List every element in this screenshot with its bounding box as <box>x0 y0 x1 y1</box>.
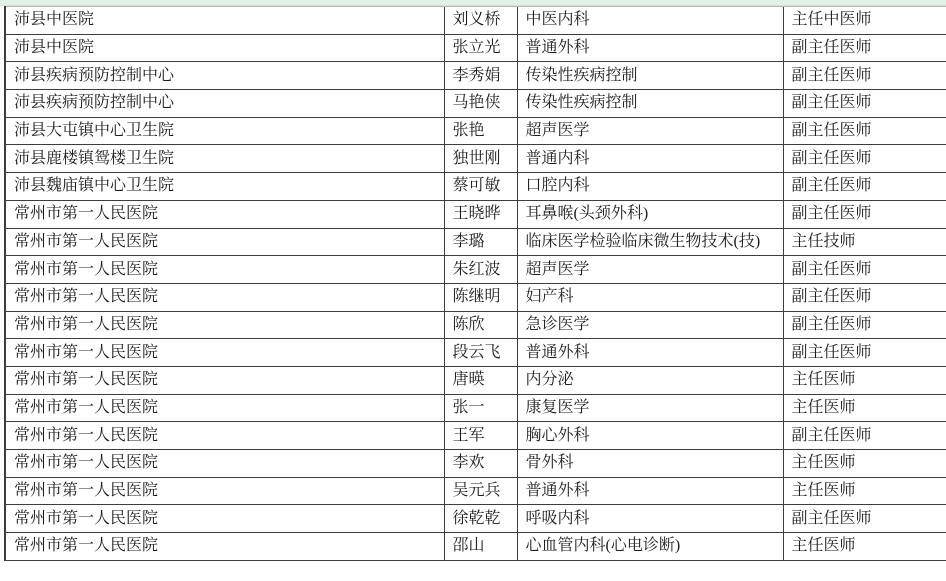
person-name-cell: 李欢 <box>444 450 517 478</box>
personnel-table <box>4 6 946 561</box>
department-cell: 急诊医学 <box>517 311 783 339</box>
department-cell: 中医内科 <box>517 7 783 35</box>
person-name-cell: 陈欣 <box>444 311 517 339</box>
department-cell: 内分泌 <box>517 366 783 394</box>
department-cell: 传染性疾病控制 <box>517 62 783 90</box>
professional-title-cell: 副主任医师 <box>783 283 946 311</box>
person-name-cell: 李秀娟 <box>444 62 517 90</box>
person-name-cell: 段云飞 <box>444 339 517 367</box>
table-row <box>5 422 946 450</box>
department-cell: 骨外科 <box>517 450 783 478</box>
person-name-cell: 张艳 <box>444 117 517 145</box>
person-name-cell: 徐乾乾 <box>444 505 517 533</box>
person-name-cell: 王晓晔 <box>444 200 517 228</box>
hospital-cell: 常州市第一人民医院 <box>5 283 444 311</box>
professional-title-cell: 副主任医师 <box>783 422 946 450</box>
department-cell: 口腔内科 <box>517 173 783 201</box>
person-name-cell: 张立光 <box>444 34 517 62</box>
department-cell: 妇产科 <box>517 283 783 311</box>
hospital-cell: 常州市第一人民医院 <box>5 339 444 367</box>
department-cell: 普通外科 <box>517 477 783 505</box>
person-name-cell: 李璐 <box>444 228 517 256</box>
hospital-cell: 常州市第一人民医院 <box>5 422 444 450</box>
professional-title-cell: 副主任医师 <box>783 62 946 90</box>
hospital-cell: 常州市第一人民医院 <box>5 505 444 533</box>
department-cell: 超声医学 <box>517 256 783 284</box>
table-row <box>5 34 946 62</box>
professional-title-cell: 副主任医师 <box>783 173 946 201</box>
hospital-cell: 常州市第一人民医院 <box>5 311 444 339</box>
person-name-cell: 马艳侠 <box>444 90 517 118</box>
hospital-cell: 常州市第一人民医院 <box>5 450 444 478</box>
department-cell: 传染性疾病控制 <box>517 90 783 118</box>
professional-title-cell: 副主任医师 <box>783 117 946 145</box>
table-row <box>5 533 946 561</box>
professional-title-cell: 副主任医师 <box>783 34 946 62</box>
person-name-cell: 邵山 <box>444 533 517 561</box>
professional-title-cell: 主任技师 <box>783 228 946 256</box>
person-name-cell: 蔡可敏 <box>444 173 517 201</box>
person-name-cell: 唐暎 <box>444 366 517 394</box>
table-row <box>5 7 946 35</box>
department-cell: 普通内科 <box>517 145 783 173</box>
table-row <box>5 366 946 394</box>
table-row <box>5 311 946 339</box>
personnel-table-body <box>5 7 946 561</box>
table-row <box>5 228 946 256</box>
professional-title-cell: 主任医师 <box>783 366 946 394</box>
table-row <box>5 283 946 311</box>
hospital-cell: 沛县鹿楼镇鸳楼卫生院 <box>5 145 444 173</box>
table-row <box>5 117 946 145</box>
hospital-cell: 沛县疾病预防控制中心 <box>5 90 444 118</box>
hospital-cell: 沛县疾病预防控制中心 <box>5 62 444 90</box>
hospital-cell: 常州市第一人民医院 <box>5 366 444 394</box>
hospital-cell: 沛县中医院 <box>5 34 444 62</box>
table-row <box>5 339 946 367</box>
professional-title-cell: 副主任医师 <box>783 311 946 339</box>
table-row <box>5 505 946 533</box>
professional-title-cell: 主任医师 <box>783 477 946 505</box>
hospital-cell: 常州市第一人民医院 <box>5 228 444 256</box>
department-cell: 超声医学 <box>517 117 783 145</box>
hospital-cell: 沛县魏庙镇中心卫生院 <box>5 173 444 201</box>
professional-title-cell: 副主任医师 <box>783 145 946 173</box>
person-name-cell: 王军 <box>444 422 517 450</box>
hospital-cell: 沛县中医院 <box>5 7 444 35</box>
table-row <box>5 200 946 228</box>
professional-title-cell: 副主任医师 <box>783 339 946 367</box>
department-cell: 普通外科 <box>517 34 783 62</box>
professional-title-cell: 副主任医师 <box>783 90 946 118</box>
table-row <box>5 256 946 284</box>
person-name-cell: 刘义桥 <box>444 7 517 35</box>
person-name-cell: 朱红波 <box>444 256 517 284</box>
department-cell: 康复医学 <box>517 394 783 422</box>
table-row <box>5 145 946 173</box>
person-name-cell: 张一 <box>444 394 517 422</box>
person-name-cell: 吴元兵 <box>444 477 517 505</box>
professional-title-cell: 主任医师 <box>783 394 946 422</box>
department-cell: 胸心外科 <box>517 422 783 450</box>
table-row <box>5 394 946 422</box>
professional-title-cell: 主任中医师 <box>783 7 946 35</box>
professional-title-cell: 主任医师 <box>783 450 946 478</box>
hospital-cell: 常州市第一人民医院 <box>5 394 444 422</box>
department-cell: 普通外科 <box>517 339 783 367</box>
hospital-cell: 常州市第一人民医院 <box>5 477 444 505</box>
professional-title-cell: 副主任医师 <box>783 256 946 284</box>
hospital-cell: 沛县大屯镇中心卫生院 <box>5 117 444 145</box>
department-cell: 心血管内科(心电诊断) <box>517 533 783 561</box>
hospital-cell: 常州市第一人民医院 <box>5 256 444 284</box>
table-row <box>5 450 946 478</box>
department-cell: 临床医学检验临床微生物技术(技) <box>517 228 783 256</box>
professional-title-cell: 副主任医师 <box>783 200 946 228</box>
table-row <box>5 173 946 201</box>
table-row <box>5 90 946 118</box>
table-row <box>5 62 946 90</box>
professional-title-cell: 主任医师 <box>783 533 946 561</box>
professional-title-cell: 副主任医师 <box>783 505 946 533</box>
person-name-cell: 独世刚 <box>444 145 517 173</box>
hospital-cell: 常州市第一人民医院 <box>5 200 444 228</box>
table-row <box>5 477 946 505</box>
department-cell: 呼吸内科 <box>517 505 783 533</box>
department-cell: 耳鼻喉(头颈外科) <box>517 200 783 228</box>
hospital-cell: 常州市第一人民医院 <box>5 533 444 561</box>
person-name-cell: 陈继明 <box>444 283 517 311</box>
